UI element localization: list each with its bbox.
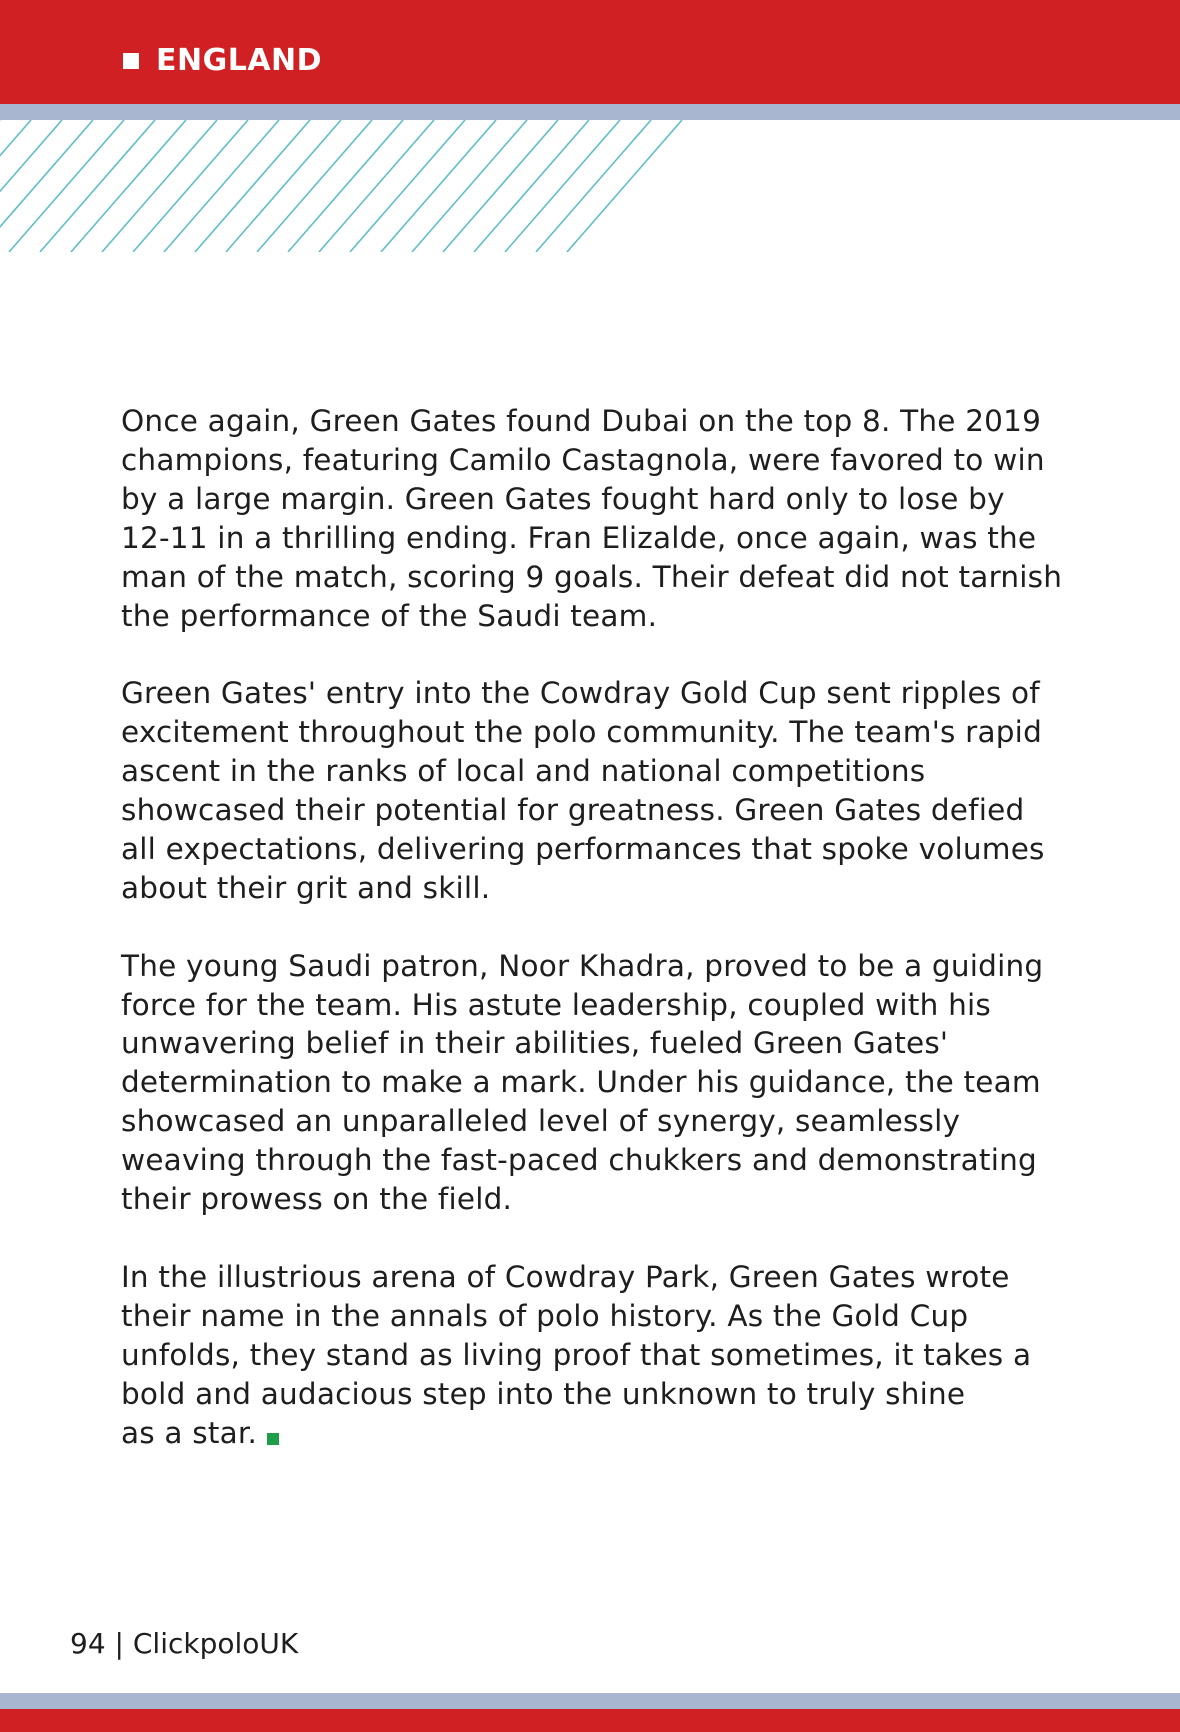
text-line: the performance of the Saudi team. bbox=[121, 598, 658, 633]
hatch-line bbox=[443, 120, 558, 252]
text-line: 12-11 in a thrilling ending. Fran Elizalde, once again, was the bbox=[121, 520, 1037, 555]
hatch-line bbox=[288, 120, 403, 252]
footer-stripe bbox=[0, 1693, 1180, 1709]
text-line: bold and audacious step into the unknown to truly shine bbox=[121, 1376, 966, 1411]
text-line: man of the match, scoring 9 goals. Their defeat did not tarnish bbox=[121, 559, 1063, 594]
square-bullet-icon bbox=[123, 53, 139, 69]
hatch-line bbox=[164, 120, 279, 252]
hatch-line bbox=[567, 120, 682, 252]
article-paragraph bbox=[121, 674, 1081, 907]
article-paragraph bbox=[121, 1258, 1081, 1453]
text-line: all expectations, delivering performances that spoke volumes bbox=[121, 831, 1045, 866]
text-line: their prowess on the field. bbox=[121, 1182, 513, 1217]
page-folio: 94 | ClickpoloUK bbox=[70, 1627, 299, 1660]
text-line: unwavering belief in their abilities, fueled Green Gates' bbox=[121, 1026, 949, 1061]
header-stripe bbox=[0, 104, 1180, 120]
article-body bbox=[121, 402, 1081, 1491]
text-line: force for the team. His astute leadership, coupled with his bbox=[121, 987, 991, 1022]
footer-bar bbox=[0, 1709, 1180, 1732]
hatch-line bbox=[226, 120, 341, 252]
article-paragraph bbox=[121, 947, 1081, 1219]
hatch-line bbox=[133, 120, 248, 252]
text-line: ascent in the ranks of local and national competitions bbox=[121, 754, 926, 789]
hatch-line bbox=[505, 120, 620, 252]
hatch-line bbox=[257, 120, 372, 252]
text-line: about their grit and skill. bbox=[121, 870, 491, 905]
section-label bbox=[123, 43, 323, 78]
text-line: by a large margin. Green Gates fought hard only to lose by bbox=[121, 481, 1005, 516]
hatch-line bbox=[71, 120, 186, 252]
text-line: their name in the annals of polo history. As the Gold Cup bbox=[121, 1298, 969, 1333]
text-line: excitement throughout the polo community. The team's rapid bbox=[121, 715, 1043, 750]
section-label-text: ENGLAND bbox=[156, 43, 323, 78]
hatch-line bbox=[0, 120, 62, 252]
text-line: showcased their potential for greatness. Green Gates defied bbox=[121, 793, 1025, 828]
text-line: In the illustrious arena of Cowdray Park, Green Gates wrote bbox=[121, 1259, 1010, 1294]
text-line: Once again, Green Gates found Dubai on the top 8. The 2019 bbox=[121, 404, 1042, 438]
article-paragraph bbox=[121, 402, 1081, 635]
diagonal-hatch-decoration bbox=[0, 120, 710, 252]
text-line: determination to make a mark. Under his guidance, the team bbox=[121, 1065, 1041, 1100]
end-of-article-square-icon bbox=[267, 1433, 279, 1445]
text-line: champions, featuring Camilo Castagnola, were favored to win bbox=[121, 442, 1045, 477]
text-line: unfolds, they stand as living proof that sometimes, it takes a bbox=[121, 1337, 1032, 1372]
text-line: The young Saudi patron, Noor Khadra, proved to be a guiding bbox=[121, 948, 1044, 983]
hatch-line bbox=[40, 120, 155, 252]
hatch-line bbox=[474, 120, 589, 252]
text-line: weaving through the fast-paced chukkers and demonstrating bbox=[121, 1143, 1037, 1178]
hatch-line bbox=[350, 120, 465, 252]
hatch-line bbox=[412, 120, 527, 252]
text-line: showcased an unparalleled level of synergy, seamlessly bbox=[121, 1104, 961, 1139]
text-line: Green Gates' entry into the Cowdray Gold Cup sent ripples of bbox=[121, 676, 1040, 711]
hatch-line bbox=[102, 120, 217, 252]
text-line bbox=[121, 1414, 1081, 1453]
header-bar bbox=[0, 0, 1180, 104]
last-line-text: as a star. bbox=[121, 1415, 258, 1450]
hatch-line bbox=[319, 120, 434, 252]
hatch-line bbox=[195, 120, 310, 252]
hatch-line bbox=[536, 120, 651, 252]
hatch-line bbox=[381, 120, 496, 252]
hatch-line bbox=[9, 120, 124, 252]
